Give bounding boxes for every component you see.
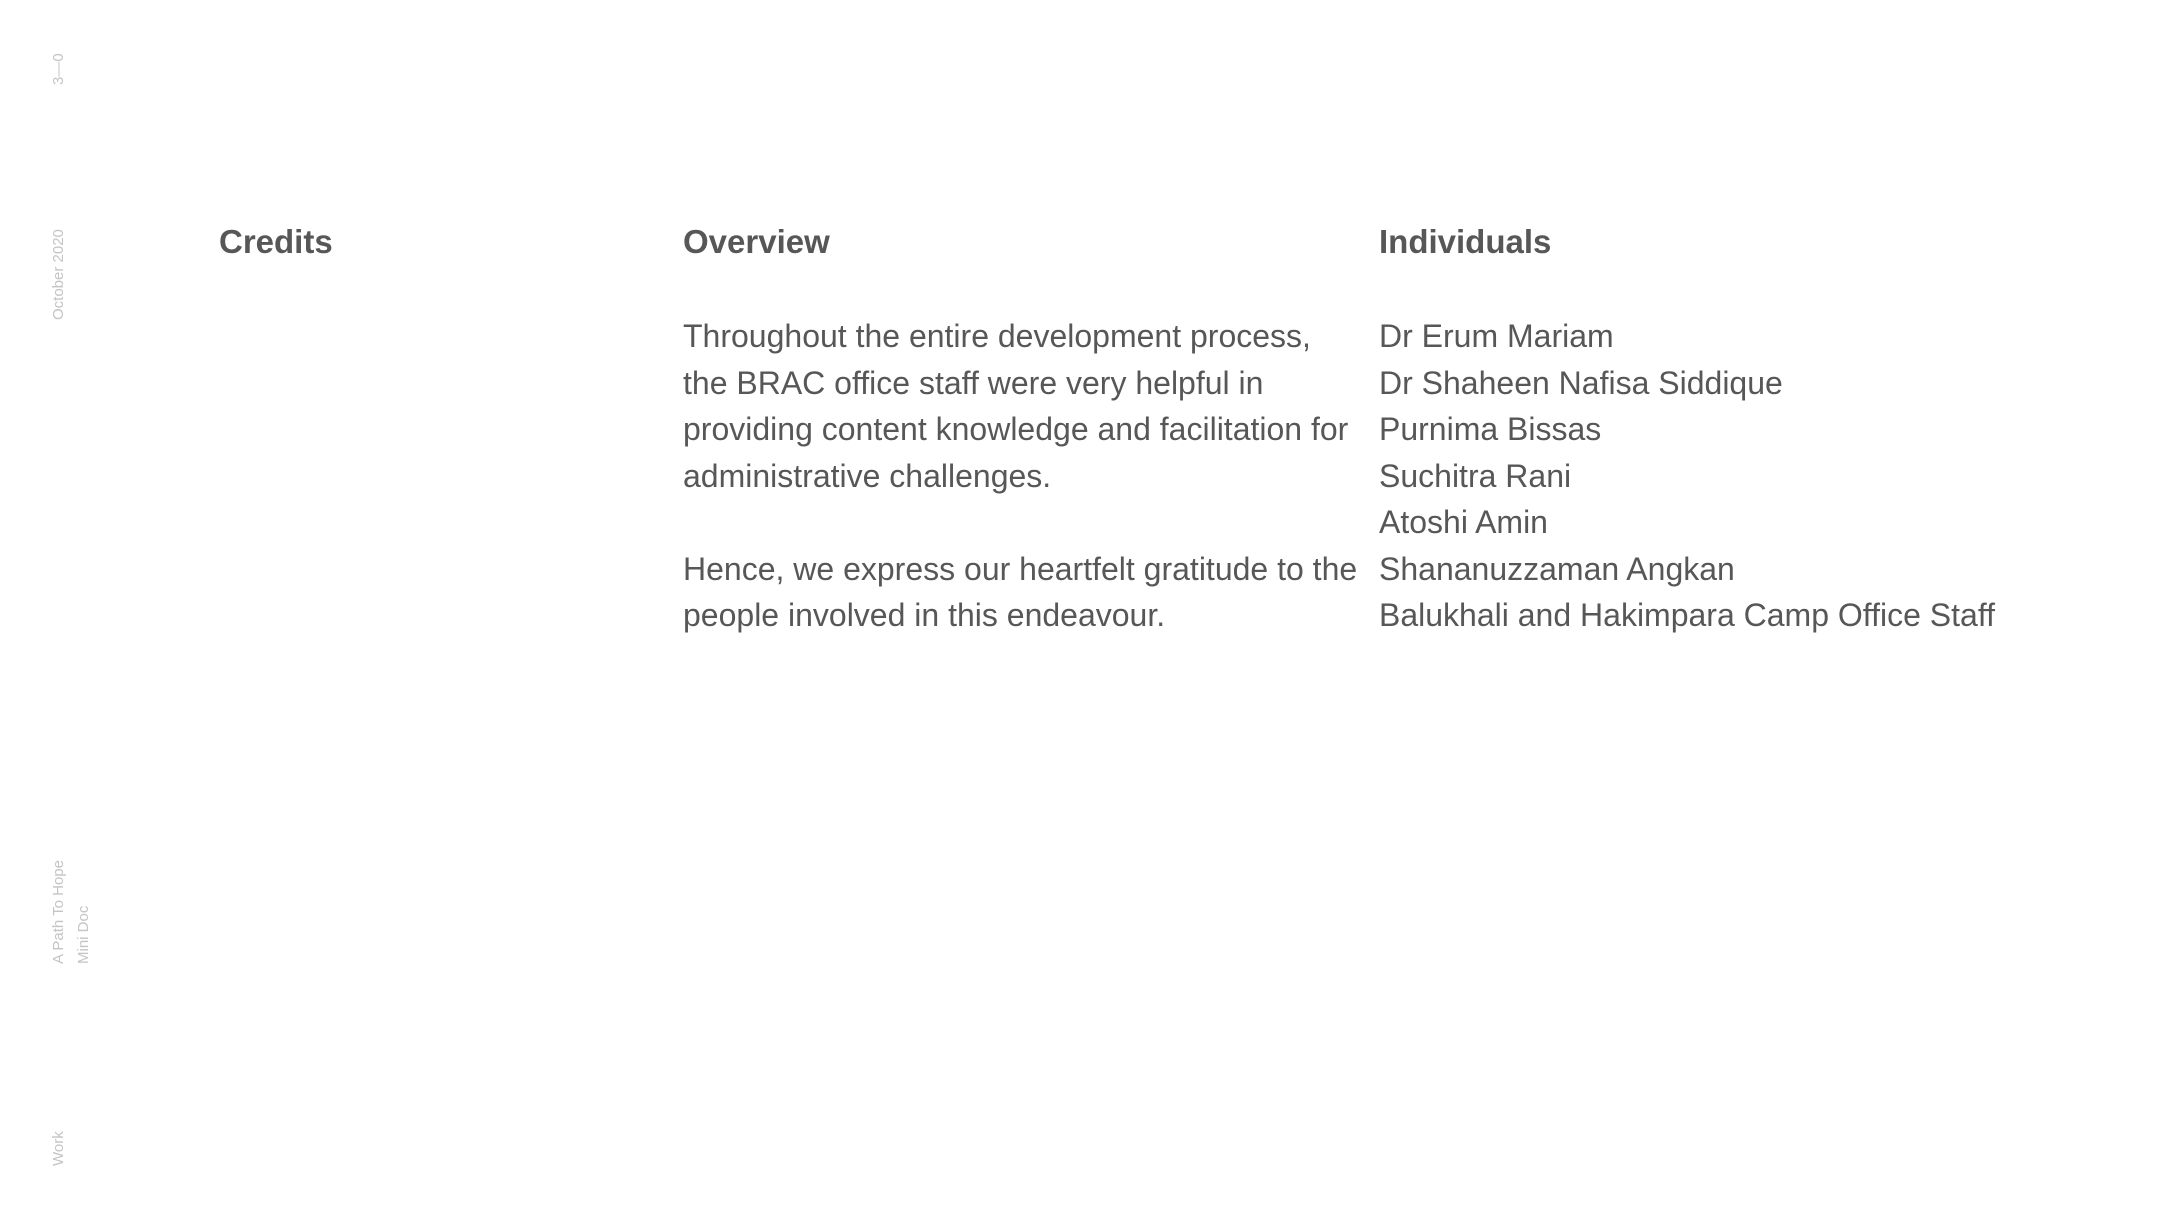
list-item: Atoshi Amin <box>1379 504 1548 540</box>
individuals-list <box>1379 313 2119 639</box>
project-title: A Path To Hope <box>50 860 67 964</box>
list-item: Purnima Bissas <box>1379 411 1602 447</box>
section-label: Work <box>50 1131 67 1166</box>
list-item: Dr Erum Mariam <box>1379 318 1614 354</box>
overview-paragraph: Throughout the entire development process, the BRAC office staff were very helpful in providing content knowledge and facilitation for administrative challenges. <box>683 318 1349 494</box>
individuals-heading: Individuals <box>1379 223 1552 260</box>
list-item: Dr Shaheen Nafisa Siddique <box>1379 364 1783 401</box>
individuals-list-container <box>1379 313 2119 639</box>
list-item: Shananuzzaman Angkan <box>1379 550 1735 587</box>
credits-heading: Credits <box>219 223 333 260</box>
project-subtitle: Mini Doc <box>75 905 92 964</box>
overview-text <box>683 313 1363 639</box>
document-date: October 2020 <box>50 229 67 320</box>
list-item: Balukhali and Hakimpara Camp Office Staff <box>1379 597 1996 633</box>
overview-heading: Overview <box>683 223 830 260</box>
page-number: 3—0 <box>50 53 67 85</box>
list-item: Suchitra Rani <box>1379 457 1572 494</box>
overview-paragraph: Hence, we express our heartfelt gratitude to the people involved in this endeavour. <box>683 550 1358 633</box>
